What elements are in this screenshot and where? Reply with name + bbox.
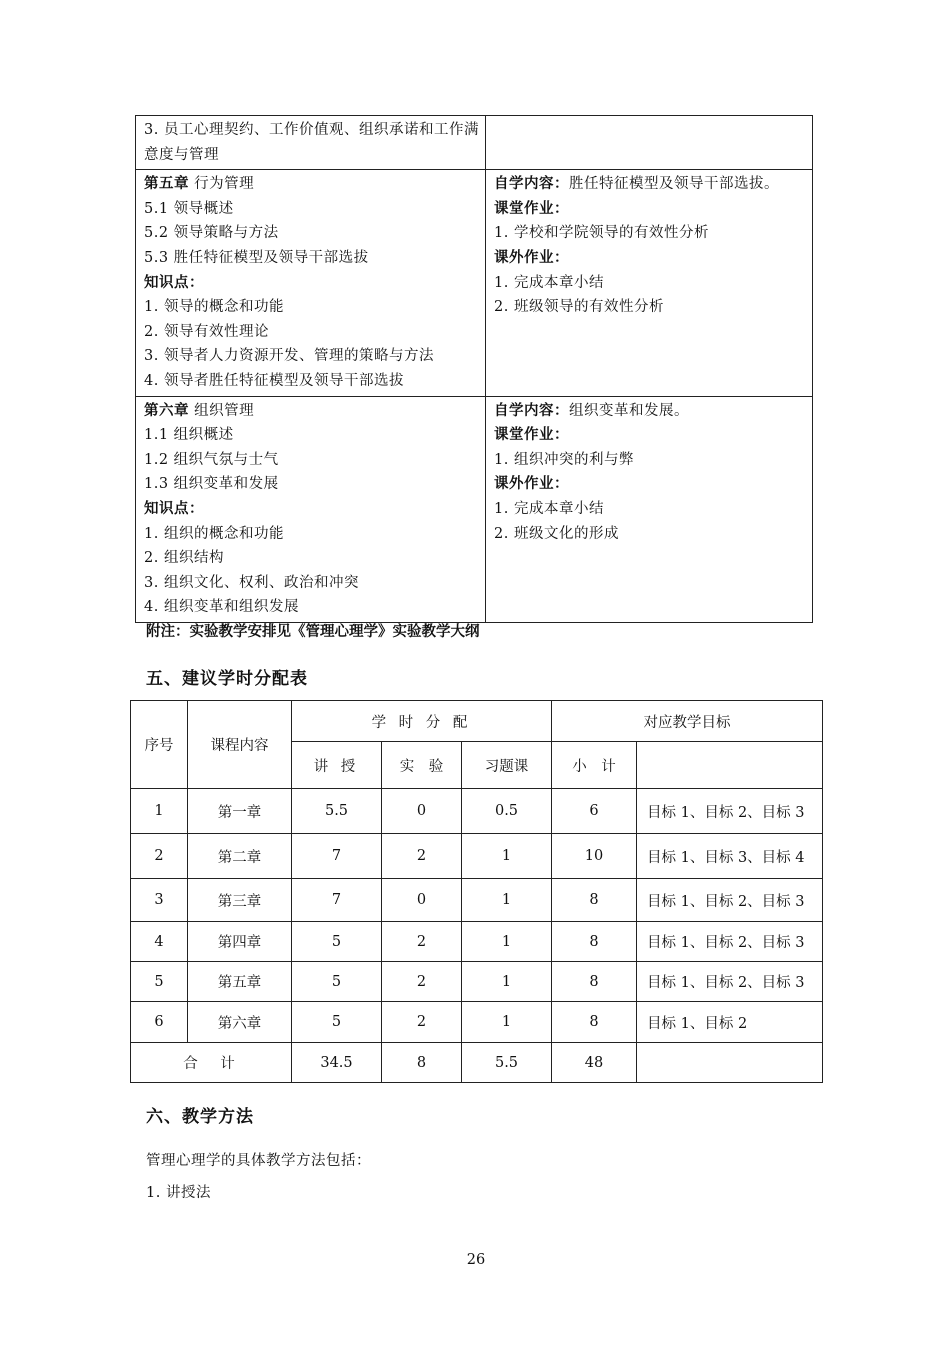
section-heading: 六、教学方法	[146, 1107, 254, 1127]
header-lecture: 讲 授	[292, 742, 382, 789]
homework-label: 课外作业：	[494, 248, 569, 266]
section-item: 5.1 领导概述	[144, 200, 234, 217]
self-study-text: 胜任特征模型及领导干部选拔。	[569, 176, 779, 193]
cell-lecture: 5	[292, 1002, 382, 1043]
self-study-label: 自学内容：	[494, 401, 569, 419]
cell-chapter: 第一章	[188, 789, 292, 834]
header-no: 序号	[131, 701, 188, 789]
cell-goals: 目标 1、目标 2、目标 3	[637, 962, 823, 1002]
method-item: 1. 讲授法	[146, 1185, 211, 1201]
cell-chapter: 第四章	[188, 922, 292, 962]
cell-lecture: 5.5	[292, 789, 382, 834]
chapter-label: 第五章	[144, 175, 189, 193]
homework-item: 2. 班级领导的有效性分析	[494, 299, 664, 316]
header-row	[131, 701, 823, 742]
chapter-heading	[144, 172, 479, 197]
cell-lecture: 7	[292, 834, 382, 879]
homework-item: 2. 班级文化的形成	[494, 525, 619, 542]
cell-subtotal: 10	[552, 834, 637, 879]
class-work-item: 1. 学校和学院领导的有效性分析	[494, 225, 709, 242]
self-study	[494, 399, 806, 424]
header-alloc: 学 时 分 配	[292, 701, 552, 742]
total-goals	[637, 1043, 823, 1083]
knowledge-point: 4. 组织变革和组织发展	[144, 599, 299, 616]
cell-exercise: 1	[462, 1002, 552, 1043]
course-content-table	[135, 115, 813, 623]
knowledge-point: 3. 员工心理契约、工作价值观、组织承诺和工作满意度与管理	[144, 122, 479, 163]
table-row	[136, 396, 813, 622]
self-study-label: 自学内容：	[494, 175, 569, 193]
cell-lab: 2	[382, 1002, 462, 1043]
knowledge-point: 1. 组织的概念和功能	[144, 525, 284, 542]
section-item: 1.3 组织变革和发展	[144, 476, 279, 493]
section-heading: 五、建议学时分配表	[146, 669, 308, 689]
cell-no: 5	[131, 962, 188, 1002]
header-exercise: 习题课	[462, 742, 552, 789]
class-work-label: 课堂作业：	[494, 426, 569, 444]
table-row	[131, 879, 823, 922]
knowledge-point: 1. 领导的概念和功能	[144, 299, 284, 316]
total-lecture: 34.5	[292, 1043, 382, 1083]
cell-lab: 2	[382, 922, 462, 962]
cell-chapter: 第六章	[188, 1002, 292, 1043]
cell-goals: 目标 1、目标 2、目标 3	[637, 789, 823, 834]
content-cell	[136, 170, 486, 396]
lab-note: 附注：实验教学安排见《管理心理学》实验教学大纲	[146, 623, 480, 640]
content-cell	[136, 396, 486, 622]
knowledge-point: 2. 组织结构	[144, 550, 224, 567]
total-exercise: 5.5	[462, 1043, 552, 1083]
chapter-heading	[144, 399, 479, 424]
section-item: 1.2 组织气氛与士气	[144, 451, 279, 468]
class-work-item: 1. 组织冲突的利与弊	[494, 451, 634, 468]
cell-lab: 0	[382, 789, 462, 834]
self-study	[494, 172, 806, 197]
cell-subtotal: 8	[552, 879, 637, 922]
hours-allocation-table	[130, 700, 823, 1083]
cell-lecture: 7	[292, 879, 382, 922]
cell-exercise: 0.5	[462, 789, 552, 834]
table-row	[131, 922, 823, 962]
class-work-label: 课堂作业：	[494, 199, 569, 217]
table-row	[131, 962, 823, 1002]
cell-chapter: 第五章	[188, 962, 292, 1002]
cell-goals: 目标 1、目标 2	[637, 1002, 823, 1043]
cell-no: 2	[131, 834, 188, 879]
cell-subtotal: 8	[552, 1002, 637, 1043]
cell-subtotal: 8	[552, 962, 637, 1002]
chapter-title: 组织管理	[194, 402, 255, 419]
cell-no: 1	[131, 789, 188, 834]
homework-item: 1. 完成本章小结	[494, 500, 604, 517]
header-empty	[637, 742, 823, 789]
cell-no: 6	[131, 1002, 188, 1043]
cell-goals: 目标 1、目标 2、目标 3	[637, 922, 823, 962]
total-label: 合 计	[131, 1043, 292, 1083]
cell-lab: 2	[382, 834, 462, 879]
table-row	[136, 116, 813, 170]
table-row	[131, 1002, 823, 1043]
cell-no: 3	[131, 879, 188, 922]
cell-goals: 目标 1、目标 2、目标 3	[637, 879, 823, 922]
section-item: 5.2 领导策略与方法	[144, 225, 279, 242]
section-item: 1.1 组织概述	[144, 427, 234, 444]
cell-exercise: 1	[462, 962, 552, 1002]
total-lab: 8	[382, 1043, 462, 1083]
self-study-text: 组织变革和发展。	[569, 402, 689, 419]
table-row	[131, 789, 823, 834]
total-row	[131, 1043, 823, 1083]
cell-subtotal: 8	[552, 922, 637, 962]
cell-lab: 0	[382, 879, 462, 922]
homework-item: 1. 完成本章小结	[494, 274, 604, 291]
table-row	[136, 170, 813, 396]
chapter-title: 行为管理	[194, 176, 255, 193]
cell-lecture: 5	[292, 922, 382, 962]
cell-exercise: 1	[462, 922, 552, 962]
points-label: 知识点：	[144, 499, 204, 517]
header-content: 课程内容	[188, 701, 292, 789]
section-item: 5.3 胜任特征模型及领导干部选拔	[144, 249, 369, 266]
header-subtotal: 小 计	[552, 742, 637, 789]
knowledge-point: 3. 领导者人力资源开发、管理的策略与方法	[144, 348, 434, 365]
cell-goals: 目标 1、目标 3、目标 4	[637, 834, 823, 879]
cell-no: 4	[131, 922, 188, 962]
cell-lecture: 5	[292, 962, 382, 1002]
cell-lab: 2	[382, 962, 462, 1002]
points-label: 知识点：	[144, 273, 204, 291]
chapter-label: 第六章	[144, 401, 189, 419]
header-goal: 对应教学目标	[552, 701, 823, 742]
assignment-cell	[486, 170, 813, 396]
page-number: 26	[466, 1252, 486, 1268]
content-cell	[136, 116, 486, 170]
cell-exercise: 1	[462, 834, 552, 879]
knowledge-point: 2. 领导有效性理论	[144, 323, 269, 340]
header-lab: 实 验	[382, 742, 462, 789]
assignment-cell	[486, 396, 813, 622]
table-row	[131, 834, 823, 879]
assignment-cell	[486, 116, 813, 170]
cell-chapter: 第三章	[188, 879, 292, 922]
cell-subtotal: 6	[552, 789, 637, 834]
method-intro: 管理心理学的具体教学方法包括：	[146, 1153, 371, 1169]
knowledge-point: 3. 组织文化、权利、政治和冲突	[144, 574, 359, 591]
homework-label: 课外作业：	[494, 475, 569, 493]
total-subtotal: 48	[552, 1043, 637, 1083]
knowledge-point: 4. 领导者胜任特征模型及领导干部选拔	[144, 372, 404, 389]
cell-exercise: 1	[462, 879, 552, 922]
cell-chapter: 第二章	[188, 834, 292, 879]
